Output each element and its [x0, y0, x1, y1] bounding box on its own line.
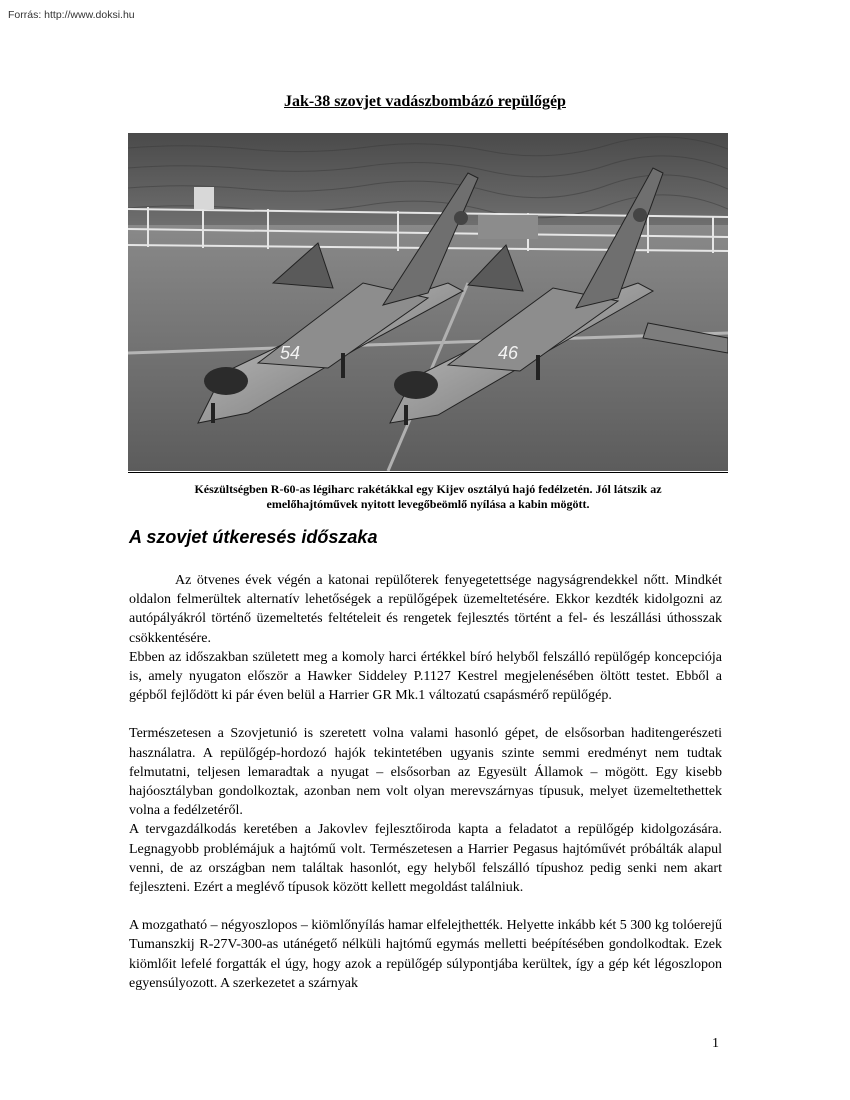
body-text: [129, 571, 722, 993]
photo-divider: [128, 472, 728, 473]
aircraft-number-1: 54: [280, 343, 301, 363]
section-heading: A szovjet útkeresés időszaka: [129, 527, 378, 547]
caption-line-2: emelőhajtóművek nyitott levegőbeömlő nyílása a kabin mögött.: [266, 497, 590, 511]
photo-caption: [150, 482, 706, 512]
source-line: Forrás: http://www.doksi.hu: [8, 9, 135, 21]
paragraph: Természetesen a Szovjetunió is szeretett volna valami hasonló gépet, de elsősorban haditengerészeti használatra. A repülőgép-hordozó hajók tekintetében ugyanis szinte semmi eredményt nem tudtak felmutatni, teljesen lemaradtak a nyugat – elsősorban az Egyesült Államok – mögött. Egy kisebb hajóosztályban gondolkoztak, azonban nem volt olyan merevszárnyas típusuk, melyet üzemeltethettek volna a fedélzetéről.: [129, 726, 722, 819]
caption-line-1: Készültségben R-60-as légiharc rakétákkal egy Kijev osztályú hajó fedélzetén. Jól látszik az: [194, 482, 662, 496]
paragraph: A tervgazdálkodás keretében a Jakovlev fejlesztőiroda kapta a feladatot a repülőgép kidolgozására. Legnagyobb problémájuk a hajtómű volt. Természetesen a Harrier Pegasus hajtóművét próbálták alapul venni, de az országban nem találtak hasonlót, egy helyből felszálló típushoz pedig senki nem akart fejleszteni. Ezért a meglévő típusok között kellett megoldást találniuk.: [129, 822, 722, 896]
document-title: Jak-38 szovjet vadászbombázó repülőgép: [284, 93, 566, 110]
paragraph: Ebben az időszakban született meg a komoly harci értékkel bíró helyből felszálló repülőgép koncepciója is, amely nyugaton először a Hawker Siddeley P.1127 Kestrel megjelenésében öltött testet. Ebből a gépből fejlődött ki pár éven belül a Harrier GR Mk.1 változatú csapásmérő repülőgép.: [129, 649, 722, 704]
paragraph: Az ötvenes évek végén a katonai repülőterek fenyegetettsége nagyságrendekkel nőtt. Mindkét oldalon felmerültek alternatív lehetőségek a repülőgépek üzemeltetésére. Ekkor kezdték kidolgozni az autópályákról történő üzemeltetés feltételeit és rengetek fejlesztés történt a fel- és leszállási úthosszak csökkentésére.: [129, 573, 722, 646]
aircraft-number-2: 46: [498, 343, 519, 363]
paragraph: A mozgatható – négyoszlopos – kiömlőnyílás hamar elfelejthették. Helyette inkább két 5 300 kg tolóerejű Tumanszkij R-27V-300-as utánégető nélküli hajtómű egymás melletti beépítésében gondolkodtak. Ezek kiömlőit lefelé forgatták el úgy, hogy azok a repülőgép súlypontjába kerültek, így a gép két légoszlopon egyensúlyozott. A szerkezetet a szárnyak: [129, 918, 722, 991]
aircraft-photo: [128, 133, 728, 471]
page-number: 1: [712, 1036, 719, 1051]
aircraft-photo-graphic: [128, 133, 728, 471]
